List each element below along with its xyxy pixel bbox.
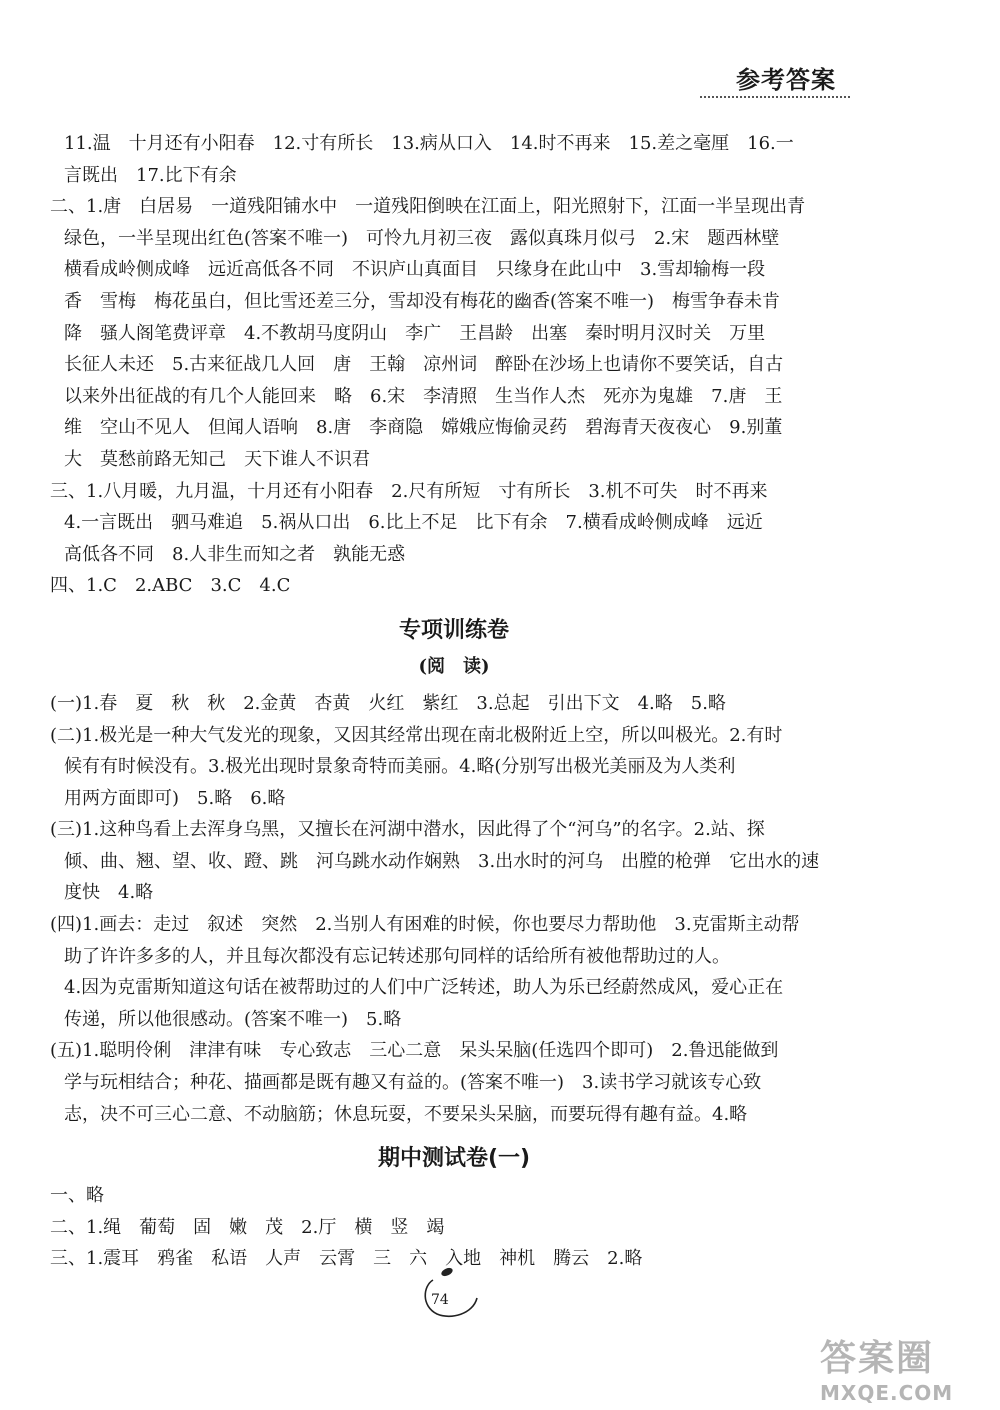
- answer-line: 志，决不可三心二意、不动脑筋；休息玩耍，不要呆头呆脑，而要玩得有趣有益。4.略: [64, 1103, 748, 1125]
- answer-line: 维 空山不见人 但闻人语响 8.唐 李商隐 嫦娥应悔偷灵药 碧海青天夜夜心 9.别董: [64, 417, 783, 439]
- answer-line: 度快 4.略: [64, 882, 154, 904]
- answer-line: 横看成岭侧成峰 远近高低各不同 不识庐山真面目 只缘身在此山中 3.雪却输梅一段: [64, 259, 766, 281]
- answer-line: 一、略: [50, 1185, 104, 1207]
- answer-block-3: [50, 1180, 858, 1275]
- answer-line: 以来外出征战的有几个人能回来 略 6.宋 李清照 生当作人杰 死亦为鬼雄 7.唐 王: [64, 385, 783, 407]
- answer-line: 候有有时候没有。3.极光出现时景象奇特而美丽。4.略(分别写出极光美丽及为人类利: [64, 756, 736, 778]
- answer-line: 4.因为克雷斯知道这句话在被帮助过的人们中广泛转述，助人为乐已经蔚然成风，爱心正在: [64, 977, 784, 999]
- answer-line: 三、1.八月暖，九月温，十月还有小阳春 2.尺有所短 寸有所长 3.机不可失 时不再来: [50, 480, 768, 502]
- answer-line: 四、1.C 2.ABC 3.C 4.C: [50, 575, 291, 597]
- answer-line: 学与玩相结合；种花、描画都是既有趣又有益的。(答案不唯一) 3.读书学习就该专心致: [64, 1072, 762, 1094]
- answer-line: 言既出 17.比下有余: [64, 164, 237, 186]
- answer-line: 降 骚人阁笔费评章 4.不教胡马度阴山 李广 王昌龄 出塞 秦时明月汉时关 万里: [64, 322, 766, 344]
- answer-line: (二)1.极光是一种大气发光的现象，又因其经常出现在南北极附近上空，所以叫极光。2.有时: [50, 724, 783, 746]
- answer-line: 二、1.绳 葡萄 固 嫩 茂 2.厅 横 竖 竭: [50, 1216, 445, 1238]
- answer-line: (一)1.春 夏 秋 秋 2.金黄 杏黄 火红 紫红 3.总起 引出下文 4.略 5.略: [50, 692, 726, 714]
- watermark-url: MXQE.COM: [820, 1381, 954, 1405]
- answer-line: 11.温 十月还有小阳春 12.寸有所长 13.病从口入 14.时不再来 15.差之毫厘 16.一: [64, 133, 794, 154]
- page-number: [415, 1262, 485, 1322]
- section-subtitle-reading: (阅 读): [418, 655, 490, 677]
- answer-line: 传递，所以他很感动。(答案不唯一) 5.略: [64, 1008, 402, 1030]
- header-dotted-rule: [700, 96, 850, 98]
- answer-line: 香 雪梅 梅花虽白，但比雪还差三分，雪却没有梅花的幽香(答案不唯一) 梅雪争春未肯: [64, 290, 781, 312]
- answer-line: 绿色，一半呈现出红色(答案不唯一) 可怜九月初三夜 露似真珠月似弓 2.宋 题西林壁: [64, 227, 780, 249]
- watermark: [820, 1330, 990, 1410]
- answer-line: 倾、曲、翘、望、收、蹬、跳 河乌跳水动作娴熟 3.出水时的河乌 出膛的枪弹 它出水的速: [64, 850, 820, 872]
- answer-content: [50, 128, 858, 1275]
- answer-line: 助了许许多多的人，并且每次都没有忘记转述那句同样的话给所有被他帮助过的人。: [64, 945, 730, 967]
- watermark-logo-text: 答案圈: [820, 1338, 935, 1379]
- answer-line: 用两方面即可) 5.略 6.略: [64, 787, 286, 809]
- answer-line: 高低各不同 8.人非生而知之者 孰能无惑: [64, 543, 406, 565]
- answer-line: (四)1.画去：走过 叙述 突然 2.当别人有困难的时候，你也要尽力帮助他 3.克雷斯主动帮: [50, 914, 800, 936]
- answer-line: (五)1.聪明伶俐 津津有味 专心致志 三心二意 呆头呆脑(任选四个即可) 2.鲁迅能做到: [50, 1040, 779, 1062]
- page-number-ornament-icon: [415, 1262, 485, 1322]
- header-title: 参考答案: [736, 66, 836, 94]
- answer-line: 二、1.唐 白居易 一道残阳铺水中 一道残阳倒映在江面上，阳光照射下，江面一半呈现出青: [50, 196, 806, 218]
- answer-line: 三、1.震耳 鸦雀 私语 人声 云霄 三 六 入地 神机 腾云 2.略: [50, 1248, 643, 1270]
- page-number-text: 74: [431, 1292, 449, 1308]
- answer-line: (三)1.这种鸟看上去浑身乌黑，又擅长在河湖中潜水，因此得了个“河乌”的名字。2.站、探: [50, 819, 765, 841]
- section-title-midterm: 期中测试卷(一): [377, 1146, 531, 1172]
- answer-line: 4.一言既出 驷马难追 5.祸从口出 6.比上不足 比下有余 7.横看成岭侧成峰 远近: [64, 512, 763, 534]
- answer-line: 大 莫愁前路无知己 天下谁人不识君: [64, 448, 370, 470]
- answer-line: 长征人未还 5.古来征战几人回 唐 王翰 凉州词 醉卧在沙场上也请你不要笑话，自古: [64, 354, 784, 376]
- answer-block-2: [50, 688, 858, 1130]
- answer-block-1: [50, 128, 858, 602]
- page-header: [700, 60, 850, 100]
- section-title-special-training: 专项训练卷: [398, 617, 509, 643]
